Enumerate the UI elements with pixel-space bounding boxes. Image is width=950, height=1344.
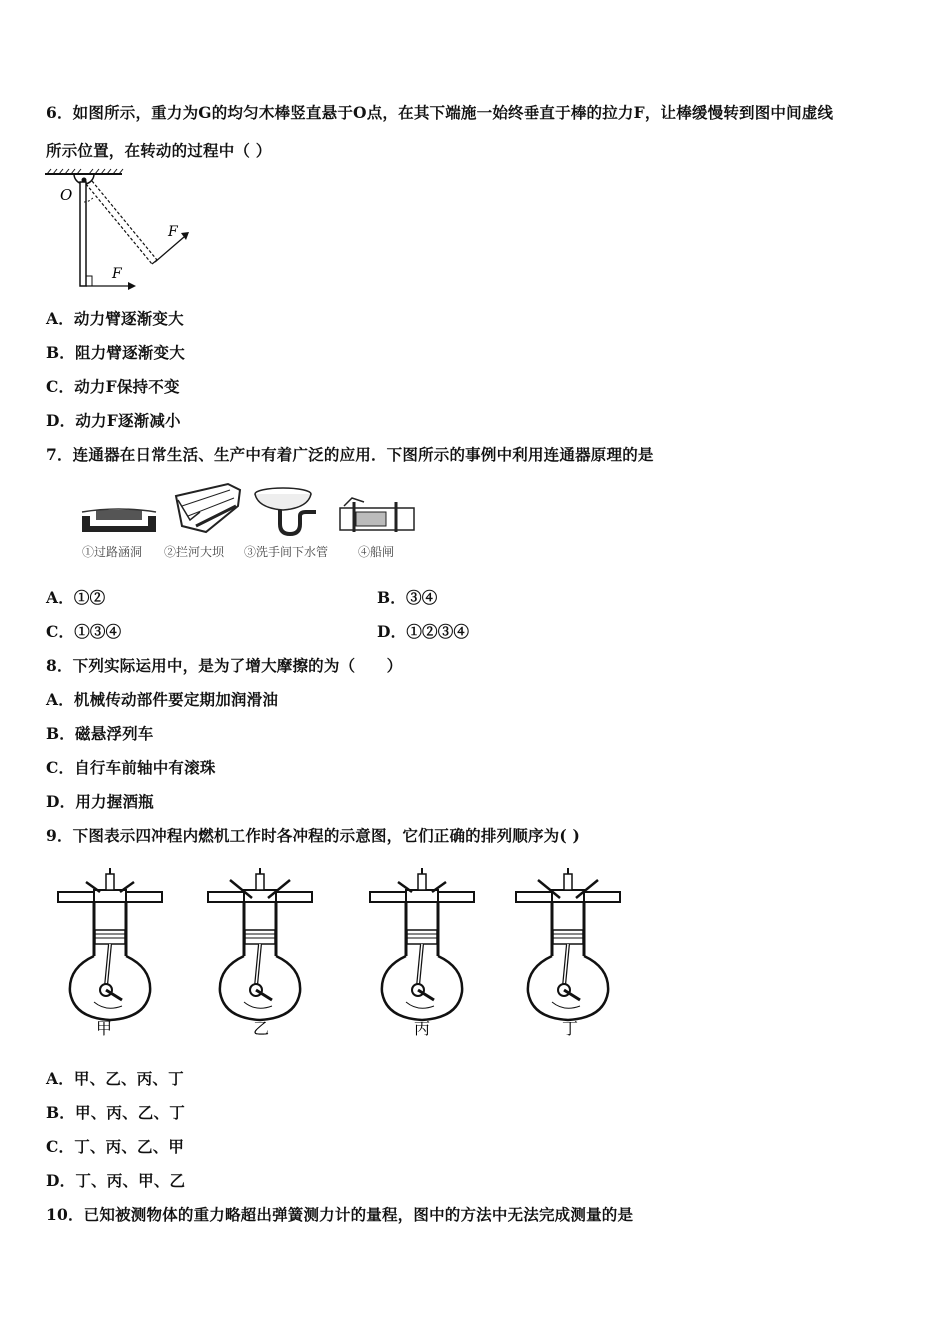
q9-option-b: B．甲、丙、乙、丁 <box>46 1103 185 1122</box>
q9-option-d: D．丁、丙、甲、乙 <box>46 1171 186 1190</box>
q10-stem: 10．已知被测物体的重力略超出弹簧测力计的量程，图中的方法中无法完成测量的是 <box>46 1205 634 1224</box>
q7-fig-label-4: ④船闸 <box>358 545 395 559</box>
engine-bing <box>370 868 474 1020</box>
sink-drain-drawing <box>255 488 316 534</box>
q8-option-b: B．磁悬浮列车 <box>46 724 154 743</box>
q6-option-c: C．动力F保持不变 <box>46 377 180 396</box>
q8-option-d: D．用力握酒瓶 <box>46 792 154 811</box>
q7-stem: 7．连通器在日常生活、生产中有着广泛的应用．下图所示的事例中利用连通器原理的是 <box>46 445 654 464</box>
q6-label-o: O <box>60 186 73 204</box>
engine-ding <box>516 868 620 1020</box>
q7-figure <box>78 476 423 566</box>
q9-engine-figure <box>50 858 630 1043</box>
q6-label-f-bottom: F <box>112 266 122 282</box>
q6-lever-figure <box>40 166 200 296</box>
q8-option-c: C．自行车前轴中有滚珠 <box>46 758 216 777</box>
q8-option-a: A．机械传动部件要定期加润滑油 <box>46 690 279 709</box>
engine-yi <box>208 868 312 1020</box>
dam-drawing <box>176 484 240 532</box>
q8-stem: 8．下列实际运用中，是为了增大摩擦的为（ ） <box>46 656 403 675</box>
q6-stem-line1: 6．如图所示，重力为G的均匀木棒竖直悬于O点，在其下端施一始终垂直于棒的拉力F，让棒缓慢转到图中间虚线 <box>46 103 834 122</box>
q7-option-b: B．③④ <box>377 588 438 607</box>
q9-option-c: C．丁、丙、乙、甲 <box>46 1137 185 1156</box>
q6-option-b: B．阻力臂逐渐变大 <box>46 343 185 362</box>
q6-option-d: D．动力F逐渐减小 <box>46 411 181 430</box>
q6-label-f-top: F <box>168 224 178 240</box>
q7-option-c: C．①③④ <box>46 622 122 641</box>
engine-jia <box>58 868 162 1020</box>
q9-fig-label-jia: 甲 <box>96 1019 113 1038</box>
q9-fig-label-bing: 丙 <box>414 1019 431 1038</box>
q6-stem-line2: 所示位置，在转动的过程中（ ） <box>46 141 272 160</box>
culvert-drawing <box>82 509 156 532</box>
q7-fig-label-2: ②拦河大坝 <box>164 545 225 559</box>
q7-fig-label-1: ①过路涵洞 <box>82 545 143 559</box>
q7-option-a: A．①② <box>46 588 106 607</box>
q9-fig-label-ding: 丁 <box>562 1019 579 1038</box>
ship-lock-drawing <box>340 498 414 532</box>
q7-fig-label-3: ③洗手间下水管 <box>244 545 329 559</box>
q7-option-d: D．①②③④ <box>377 622 470 641</box>
q9-stem: 9．下图表示四冲程内燃机工作时各冲程的示意图，它们正确的排列顺序为( ) <box>46 826 581 845</box>
q9-fig-label-yi: 乙 <box>253 1019 270 1038</box>
q9-option-a: A．甲、乙、丙、丁 <box>46 1069 184 1088</box>
q6-option-a: A．动力臂逐渐变大 <box>46 309 184 328</box>
